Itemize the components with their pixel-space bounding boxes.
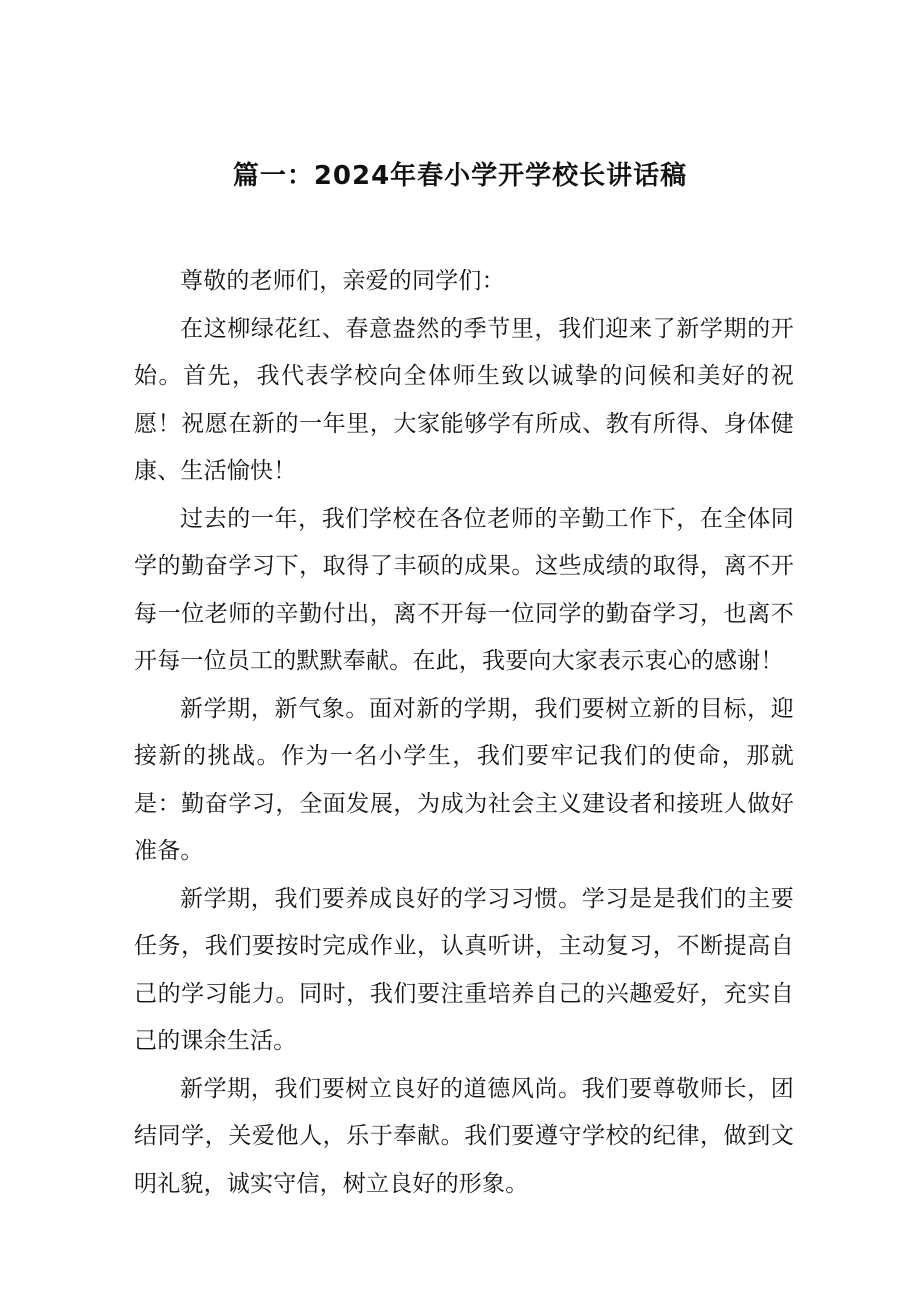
paragraph-study-habits: 新学期，我们要养成良好的学习习惯。学习是是我们的主要任务，我们要按时完成作业，认真听讲，主动复习，不断提高自己的学习能力。同时，我们要注重培养自己的兴趣爱好，充实自己的课余生活。 bbox=[134, 885, 794, 1054]
paragraph-opening: 在这柳绿花红、春意盎然的季节里，我们迎来了新学期的开始。首先，我代表学校向全体师生致以诚挚的问候和美好的祝愿！祝愿在新的一年里，大家能够学有所成、教有所得、身体健康、生活愉快！ bbox=[134, 315, 794, 484]
document-body bbox=[134, 258, 794, 1208]
paragraph-new-goals: 新学期，新气象。面对新的学期，我们要树立新的目标，迎接新的挑战。作为一名小学生，我们要牢记我们的使命，那就是：勤奋学习，全面发展，为成为社会主义建设者和接班人做好准备。 bbox=[134, 695, 794, 864]
greeting-line: 尊敬的老师们，亲爱的同学们： bbox=[180, 268, 505, 294]
paragraph-moral-conduct: 新学期，我们要树立良好的道德风尚。我们要尊敬师长，团结同学，关爱他人，乐于奉献。我们要遵守学校的纪律，做到文明礼貌，诚实守信，树立良好的形象。 bbox=[134, 1075, 794, 1197]
document-title: 篇一：2024年春小学开学校长讲话稿 bbox=[232, 161, 688, 191]
paragraph-past-year: 过去的一年，我们学校在各位老师的辛勤工作下，在全体同学的勤奋学习下，取得了丰硕的成果。这些成绩的取得，离不开每一位老师的辛勤付出，离不开每一位同学的勤奋学习，也离不开每一位员工的默默奉献。在此，我要向大家表示衷心的感谢！ bbox=[134, 505, 794, 674]
